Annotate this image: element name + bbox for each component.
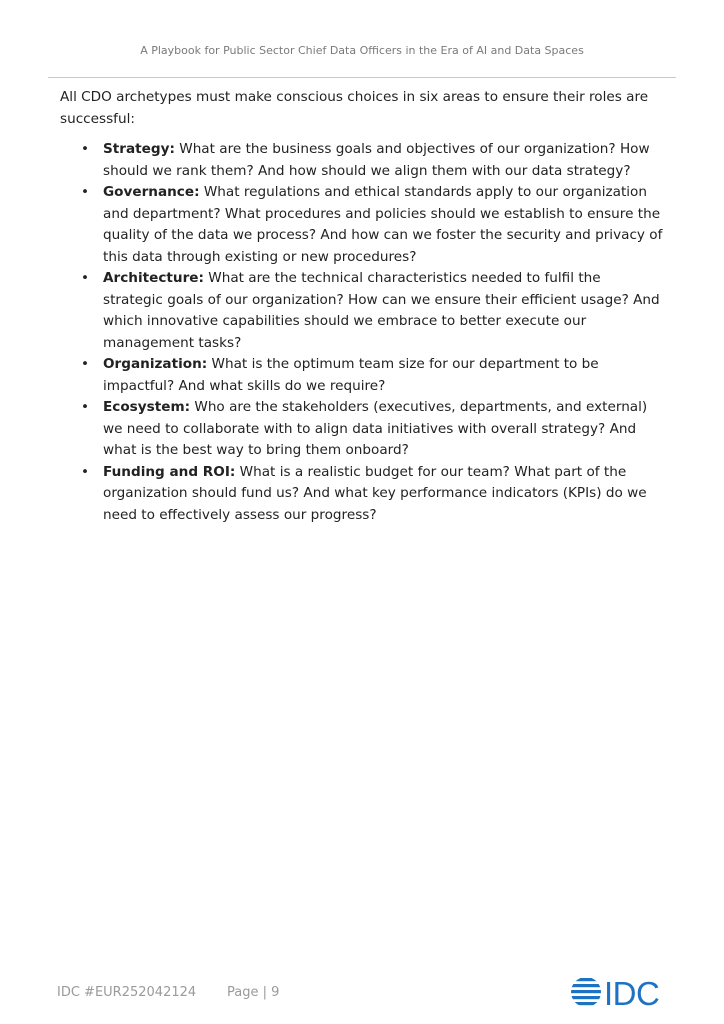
- list-item: [81, 268, 664, 354]
- area-term: Ecosystem:: [103, 399, 191, 415]
- area-term: Organization:: [103, 356, 208, 372]
- logo-mark: [569, 984, 603, 987]
- list-item: [81, 182, 664, 268]
- areas-list: [60, 139, 664, 526]
- footer-document-id: IDC #EUR252042124: [57, 985, 197, 1000]
- bullet-icon: •: [81, 399, 90, 415]
- logo-mark: [569, 996, 603, 999]
- area-description: What regulations and ethical standards apply to our organization and department? What procedures and policies should we establish to ensure the quality of the data we process? And how can we foster the security and privacy of this data through existing or new procedures?: [103, 184, 663, 265]
- area-description: What are the business goals and objectives of our organization? How should we rank them? And how should we align them with our data strategy?: [103, 141, 650, 179]
- list-item: [81, 139, 664, 182]
- intro-paragraph: All CDO archetypes must make conscious choices in six areas to ensure their roles are successful:: [60, 89, 649, 127]
- list-item: [81, 397, 664, 462]
- area-term: Strategy:: [103, 141, 175, 157]
- bullet-icon: •: [81, 141, 90, 157]
- list-item: [81, 354, 664, 397]
- bullet-icon: •: [81, 270, 90, 286]
- footer-page-number: Page | 9: [227, 985, 280, 1000]
- page-body: [60, 87, 664, 526]
- bullet-icon: •: [81, 463, 90, 480]
- idc-logo-icon: [569, 974, 675, 1010]
- running-header-title: A Playbook for Public Sector Chief Data Officers in the Era of AI and Data Spaces: [140, 44, 584, 57]
- area-term: Funding and ROI:: [103, 463, 236, 480]
- area-term: Governance:: [103, 184, 200, 200]
- logo-mark: [569, 990, 603, 993]
- area-description: What is the optimum team size for our department to be impactful? And what skills do we require?: [103, 356, 599, 394]
- bullet-icon: •: [81, 356, 90, 372]
- globe-icon: [569, 978, 603, 1005]
- area-term: Architecture:: [103, 270, 204, 286]
- area-description: What is a realistic budget for our team? What part of the organization should fund us? And what key performance indicators (KPIs) do we need to effectively assess our progress?: [103, 463, 647, 523]
- area-description: Who are the stakeholders (executives, departments, and external) we need to collaborate with to align data initiatives with overall strategy? And what is the best way to bring them onboard?: [103, 399, 648, 458]
- logo-mark: [569, 978, 603, 981]
- bullet-icon: •: [81, 184, 90, 200]
- list-item: [81, 462, 664, 527]
- header-divider: [48, 77, 676, 78]
- logo-wordmark: IDC: [604, 975, 660, 1010]
- area-description: What are the technical characteristics needed to fulfil the strategic goals of our organization? How can we ensure their efficient usage? And which innovative capabilities should we embrace to better execute our management tasks?: [103, 270, 660, 351]
- logo-mark: [569, 1002, 603, 1005]
